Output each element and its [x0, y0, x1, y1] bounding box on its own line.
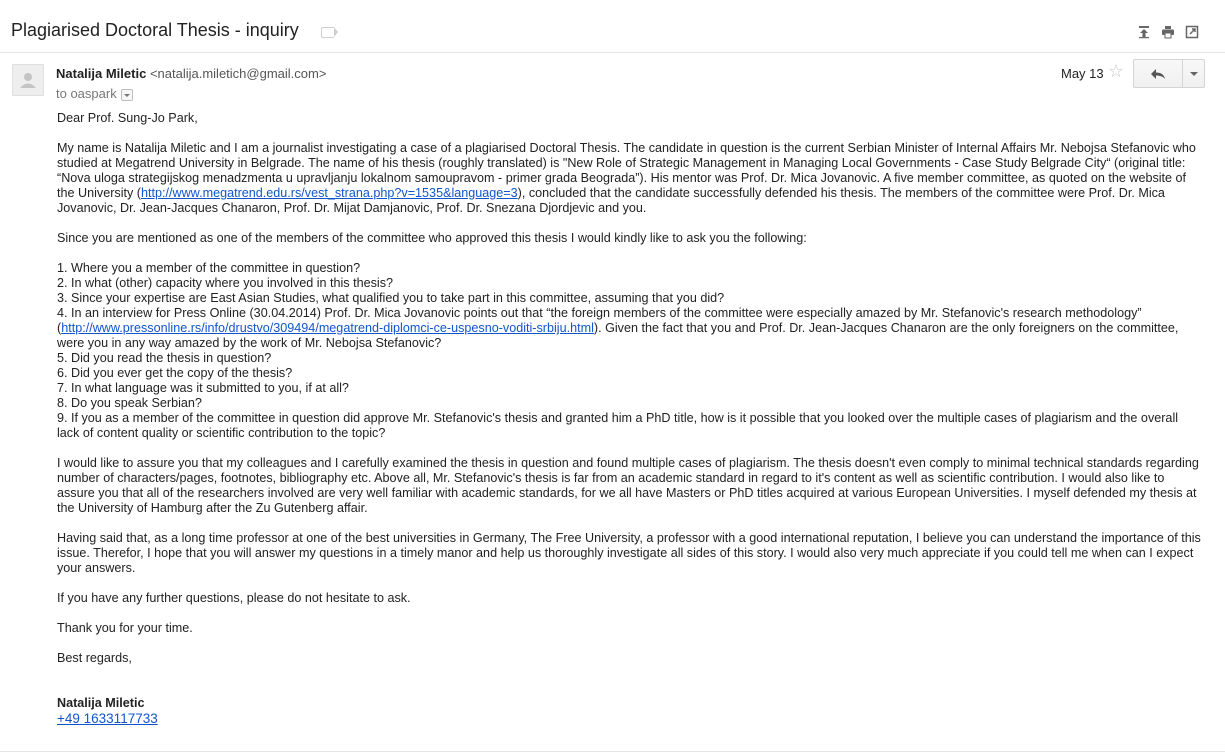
- paragraph-assurance: I would like to assure you that my colleagues and I carefully examined the thesis in question and found multiple cases of plagiarism. The thesis doesn't even comply to minimal technical standards regarding number of characters/pages, footnotes, bibliography etc. Above all, Mr. Stefanovic's thesis is far from an academic standard in regard to it's content as well as scientific contribution. I would also like to assure you that all of the researchers involved are very well familiar with academic standards, for we all have Masters or PhD titles acquired at various European Universities. I myself defended my thesis at the University of Hamburg after the Zu Gutenberg affair.: [57, 456, 1199, 515]
- toolbar-icons: [1137, 25, 1199, 39]
- reply-controls: [1133, 59, 1205, 87]
- reply-button[interactable]: [1133, 59, 1183, 88]
- paragraph-questions: If you have any further questions, please do not hesitate to ask.: [57, 591, 411, 605]
- question-4: [57, 306, 1202, 351]
- paragraph-text: My name is Natalija Miletic and I am a journalist investigating a case of a plagiarised Doctoral Thesis. The candidate in question is the current Serbian Minister of Internal Affairs Mr. Nebojsa Stefanovic who studied at Megatrend University in Belgrade. The name of his thesis (roughly translated) is "New Role of Strategic Management in Managing Local Governments - Case Study Belgrade City“ (original title: “Nova uloga strategijskog menadzmenta u upravljanju lokalnom samoupravom - primer grada Beograda”). His mentor was Prof. Dr. Mica Jovanovic. A five member committee, as quoted on the website of the University (: [57, 141, 1196, 200]
- recipient-line: [56, 86, 133, 101]
- paragraph-request: Since you are mentioned as one of the members of the committee who approved this thesis I would kindly like to ask you the following:: [57, 231, 807, 245]
- details-dropdown-icon[interactable]: [121, 89, 133, 101]
- paragraph-thanks: Thank you for your time.: [57, 621, 193, 635]
- reply-icon: [1150, 68, 1166, 80]
- archive-icon[interactable]: [1137, 25, 1151, 39]
- star-icon[interactable]: ☆: [1108, 61, 1125, 81]
- sender-line: [56, 66, 326, 81]
- signature-name: Natalija Miletic: [57, 696, 145, 710]
- email-body: [57, 111, 1202, 726]
- pressonline-link[interactable]: http://www.pressonline.rs/info/drustvo/309494/megatrend-diplomci-ce-uspesno-voditi-srbiju.html: [61, 321, 594, 335]
- email-subject: Plagiarised Doctoral Thesis - inquiry: [11, 20, 299, 40]
- question-9: 9. If you as a member of the committee in question did approve Mr. Stefanovic's thesis and granted him a PhD title, how is it possible that you looked over the multiple cases of plagiarism and the overall lack of content quality or scientific contribution to the topic?: [57, 411, 1179, 440]
- more-options-button[interactable]: [1183, 59, 1205, 88]
- paragraph-importance: Having said that, as a long time professor at one of the best universities in Germany, The Free University, a professor with a good international reputation, I believe you can understand the importance of this issue. Therefor, I hope that you will answer my questions in a timely manor and help us thoroughly investigate all sides of this story. I would also very much appreciate if you could tell me when can I expect your answers.: [57, 531, 1201, 575]
- question-text: ). Given the fact that you and Prof. Dr. Jean-Jacques Chanaron are the only foreigners on the committee, were you in any way amazed by the work of Mr. Nebojsa Stefanovic?: [57, 321, 1179, 350]
- question-7: 7. In what language was it submitted to you, if at all?: [57, 381, 349, 395]
- subject-bar: [0, 0, 1225, 53]
- recipient-text: to oaspark: [56, 86, 117, 101]
- signature-phone-link[interactable]: +49 1633117733: [57, 711, 158, 726]
- bottom-divider: [0, 751, 1225, 752]
- question-1: 1. Where you a member of the committee in question?: [57, 261, 361, 275]
- question-3: 3. Since your expertise are East Asian Studies, what qualified you to take part in this committee, assuming that you did?: [57, 291, 725, 305]
- question-text: 4. In an interview for Press Online (30.04.2014) Prof. Dr. Mica Jovanovic points out that “the foreign members of the committee were especially amazed by Mr. Stefanovic's research methodology” (: [57, 306, 1142, 335]
- question-list: [57, 261, 1202, 441]
- question-5: 5. Did you read the thesis in question?: [57, 351, 272, 365]
- question-8: 8. Do you speak Serbian?: [57, 396, 202, 410]
- email-date: May 13: [1061, 66, 1104, 81]
- closing: Best regards,: [57, 651, 132, 665]
- print-icon[interactable]: [1161, 25, 1175, 39]
- sender-email: <natalija.miletich@gmail.com>: [149, 66, 327, 81]
- sender-name[interactable]: Natalija Miletic: [56, 66, 147, 81]
- megatrend-link[interactable]: http://www.megatrend.edu.rs/vest_strana.php?v=1535&language=3: [140, 186, 518, 200]
- paragraph-text: ), concluded that the candidate successfully defended his thesis. The members of the committee were Prof. Dr. Mica Jovanovic, Dr. Jean-Jacques Chanaron, Prof. Dr. Mijat Damjanovic, Prof. Dr. Snezana Djordjevic and you.: [57, 186, 1165, 215]
- avatar-icon: [12, 64, 44, 96]
- label-icon[interactable]: [321, 27, 334, 38]
- paragraph-intro: [57, 141, 1202, 216]
- new-window-icon[interactable]: [1185, 25, 1199, 39]
- greeting: Dear Prof. Sung-Jo Park,: [57, 111, 198, 125]
- question-6: 6. Did you ever get the copy of the thesis?: [57, 366, 293, 380]
- question-2: 2. In what (other) capacity where you involved in this thesis?: [57, 276, 394, 290]
